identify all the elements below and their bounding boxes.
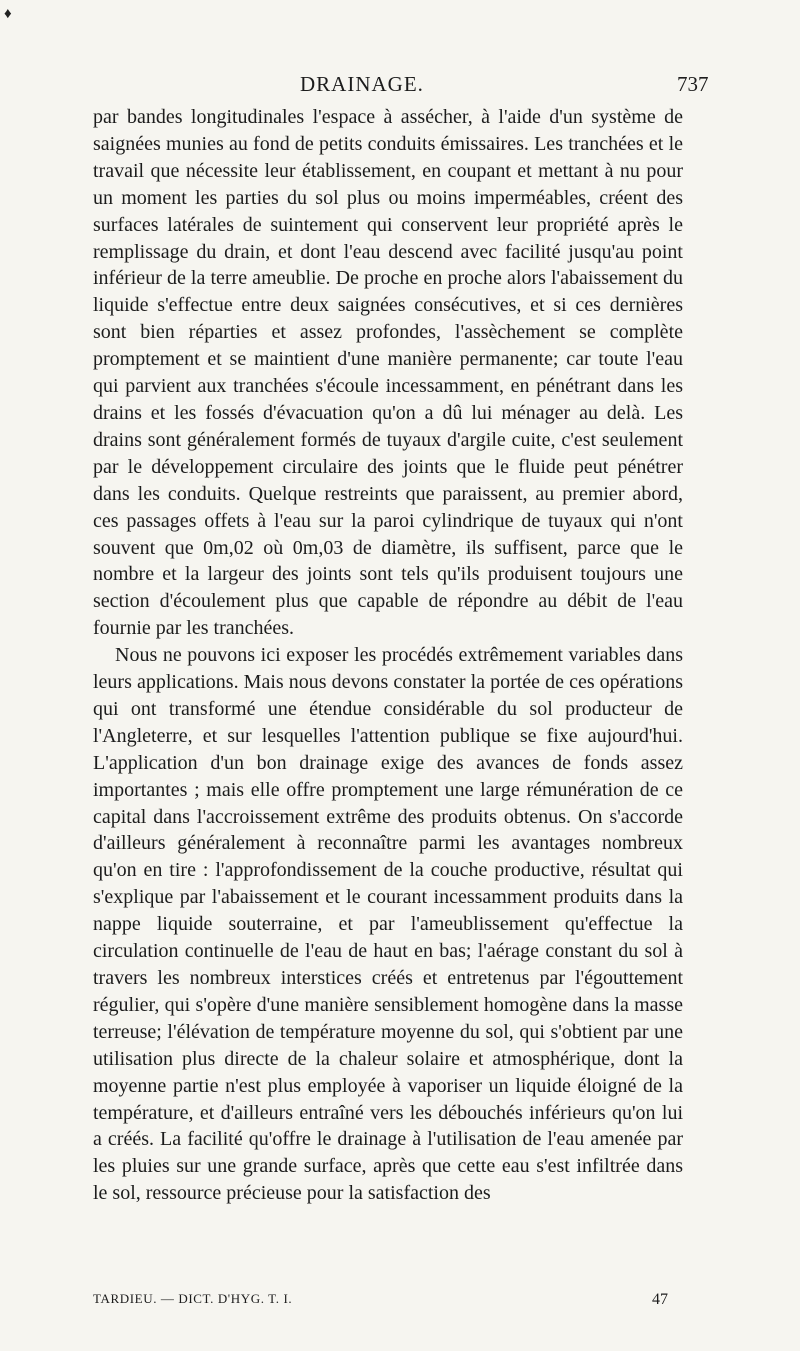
paragraph-drainage-benefits: Nous ne pouvons ici exposer les procédés extrêmement variables dans leurs applications. Mais nous devons constater la portée de ces opérations qui ont transformé une étendue considérable du sol producteur de l'Angleterre, et sur lesquelles l'attention publique se fixe aujourd'hui. L'application d'un bon drainage exige des avances de fonds assez importantes ; mais elle offre promptement une large rémunération de ce capital dans l'accroissement extrême des produits obtenus. On s'accorde d'ailleurs généralement à reconnaître parmi les avantages nombreux qu'on en tire : l'approfondissement de la couche productive, résultat qui s'explique par l'abaissement et le courant incessamment produits dans la nappe liquide souterraine, et par l'ameublissement qu'effectue la circulation continuelle de l'eau de haut en bas; l'aérage constant du sol à travers les nombreux interstices créés et entretenus par l'égouttement régulier, qui s'opère d'une manière sensiblement homogène dans la masse terreuse; l'élévation de température moyenne du sol, qui s'obtient par une utilisation plus directe de la chaleur solaire et atmosphérique, dont la moyenne partie n'est plus employée à vaporiser un liquide éloigné de la température, et d'ailleurs entraîné vers les débouchés inférieurs qu'on lui a créés. La facilité qu'offre le drainage à l'utilisation de l'eau amenée par les pluies sur une grande surface, après que cette eau s'est infiltrée dans le sol, ressource précieuse pour la satisfaction des [93,644,683,1205]
page-header [0,72,800,102]
printer-line: TARDIEU. — DICT. D'HYG. T. I. [93,1291,293,1306]
running-title: DRAINAGE. [300,72,424,96]
ink-speck-mark: ♦ [4,6,12,22]
signature-number: 47 [652,1291,668,1308]
page-number: 737 [677,72,709,96]
page-footer [0,1291,800,1315]
body-text [93,104,683,1207]
paragraph-continued: par bandes longitudinales l'espace à assécher, à l'aide d'un système de saignées munies au fond de petits conduits émissaires. Les tranchées et le travail que nécessite leur établissement, en coupant et mettant à nu pour un moment les parties du sol plus ou moins imperméables, créent des surfaces latérales de suintement qui conservent leur propriété après le remplissage du drain, et dont l'eau descend avec facilité jusqu'au point inférieur de la terre ameublie. De proche en proche alors l'abaissement du liquide s'effectue entre deux saignées consécutives, et si ces dernières sont bien réparties et assez profondes, l'assèchement se complète promptement et se maintient d'une manière permanente; car toute l'eau qui parvient aux tranchées s'écoule incessamment, en pénétrant dans les drains et les fossés d'évacuation qu'on a dû lui ménager au delà. Les drains sont généralement formés de tuyaux d'argile cuite, c'est seulement par le développement circulaire des joints que le fluide peut pénétrer dans les conduits. Quelque restreints que paraissent, au premier abord, ces passages offets à l'eau sur la paroi cylindrique de tuyaux qui n'ont souvent que 0m,02 où 0m,03 de diamètre, ils suffisent, parce que le nombre et la largeur des joints sont tels qu'ils produisent toujours une section d'écoulement plus que capable de répondre au débit de l'eau fournie par les tranchées. [93,106,683,640]
